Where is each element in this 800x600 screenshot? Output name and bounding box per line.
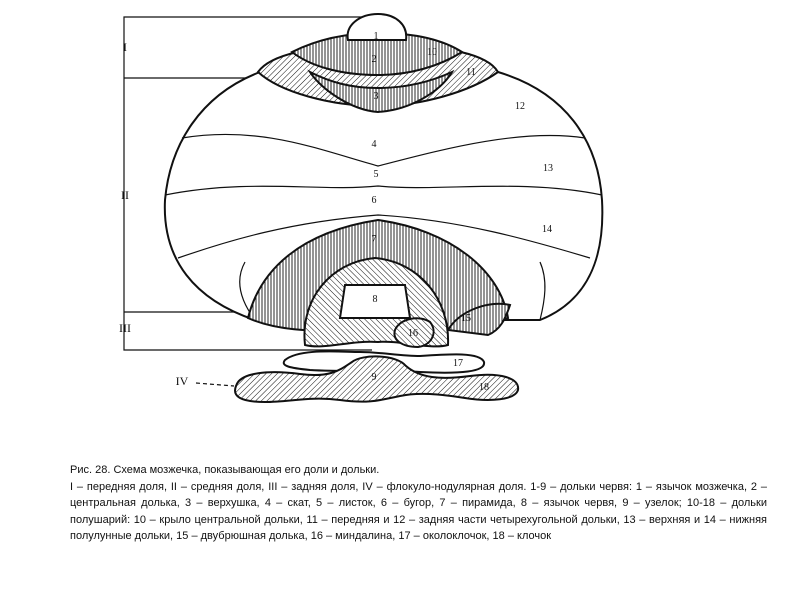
label-2: 2 [371, 54, 377, 65]
label-15: 15 [461, 313, 471, 324]
label-4: 4 [371, 139, 377, 150]
label-12: 12 [515, 101, 525, 112]
label-7: 7 [371, 234, 377, 245]
label-6: 6 [371, 195, 377, 206]
label-16: 16 [408, 328, 418, 339]
label-13: 13 [543, 163, 553, 174]
caption-title: Рис. 28. Схема мозжечка, показывающая его доли и дольки. [70, 464, 380, 476]
label-3: 3 [373, 91, 379, 102]
lobe-label-I: I [123, 40, 127, 54]
label-10: 10 [427, 47, 437, 58]
lobe-label-III: III [119, 321, 131, 335]
lobe-label-II: II [121, 188, 129, 202]
figure-caption [70, 462, 767, 545]
lobe-label-IV: IV [175, 374, 189, 388]
label-11: 11 [466, 67, 476, 78]
label-5: 5 [373, 169, 379, 180]
label-9: 9 [371, 372, 377, 383]
label-17: 17 [453, 358, 463, 369]
label-8: 8 [372, 294, 378, 305]
label-18: 18 [479, 382, 489, 393]
label-14: 14 [542, 224, 552, 235]
label-1: 1 [373, 31, 379, 42]
caption-body: I – передняя доля, II – средняя доля, III – задняя доля, IV – флокуло-нодулярная доля. 1-9 – дольки червя: 1 – язычок мозжечка, 2 – центральная долька, 3 – верхушка, 4 – скат, 5 – листок, 6 – бугор, 7 – пирамида, 8 – язычок червя, 9 – узелок; 10-18 – дольки полушарий: 10 – крыло центральной дольки, 11 – передняя и 12 – задняя части четырехугольной дольки, 13 – верхняя и 14 – нижняя полулунные дольки, 15 – двубрюшная долька, 16 – миндалина, 17 – околоклочок, 18 – клочок [70, 480, 767, 542]
